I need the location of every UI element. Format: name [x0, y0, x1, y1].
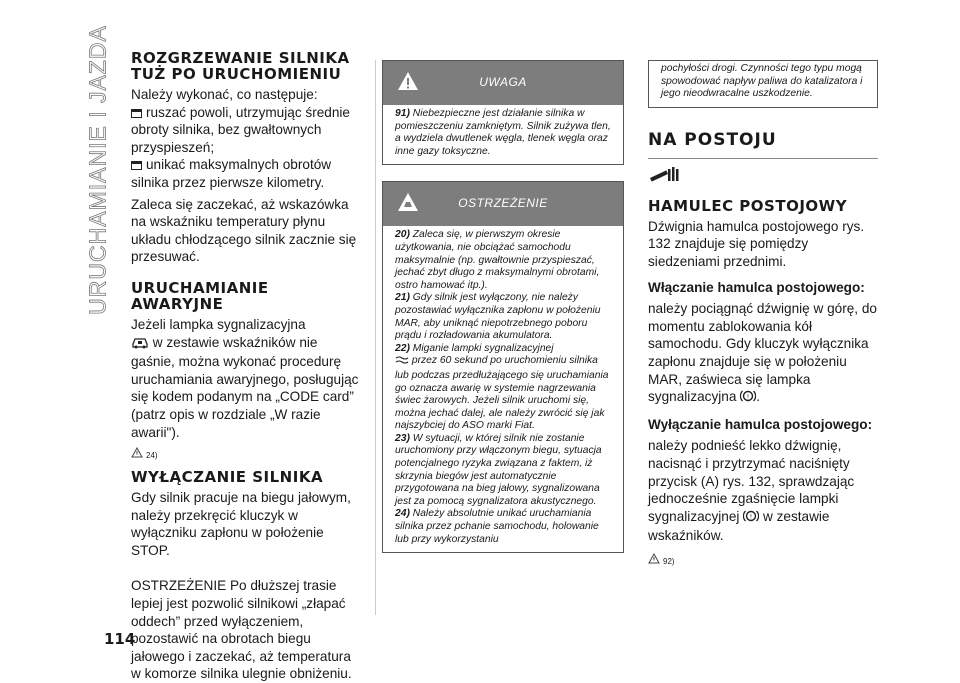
ostrzezenie-body: 20) Zaleca się, w pierwszym okresie użytkowania, nie obciążać samochodu maksymalnie (np. gwałtownie przyspieszać, jechać zbyt długo z maksymalnymi obrotami, ostro hamować itp.). 21) Gdy silnik jest wyłączony, nie należy pozostawiać wyłącznika zapłonu w położeniu MAR, aby uniknąć niepotrzebnego poboru prądu i rozładowania akumulatora. 22) Miganie lampki sygnalizacyjnej przez 60 sekund po uruchomieniu silnika lub podczas przedłużającego się uruchamiania go oznacza awarię w systemie nagrzewania świec żarowych. Jeżeli silnik uruchomi się, można jechać dalej, ale należy zwrócić się jak najszybciej do ASO marki Fiat. 23) W sytuacji, w której silnik nie zostanie uruchomiony przy włączonym biegu, sytuacja potencjalnego ryzyka związana z faktem, iż skrzynia biegów jest automatycznie przygotowana na bieg jałowy, sygnalizowana jest za pomocą sygnalizatora akustycznego. 24) Należy absolutnie unikać uruchamiania silnika przez pchanie samochodu, holowanie lub przy wykorzystaniu [395, 229, 609, 545]
ostrzezenie-header: OSTRZEŻENIE [383, 182, 623, 226]
wylaczanie-paragraph: Gdy silnik pracuje na biegu jałowym, należy przekręcić kluczyk w wyłączniku zapłonu w położenie STOP. [131, 490, 351, 558]
uwaga-box [382, 60, 624, 165]
continued-body: pochyłości drogi. Czynności tego typu mogą spowodować napływ paliwa do katalizatora i jego nieodwracalne uszkodzenie. [661, 63, 863, 100]
section-divider [648, 158, 878, 159]
hamulec-intro: Dźwignia hamulca postojowego rys. 132 znajduje się pomiędzy siedzeniami przednimi. [648, 218, 865, 269]
warning-triangle-icon [648, 551, 660, 568]
column-left [131, 50, 363, 683]
bullet-icon [131, 109, 142, 118]
brake-warning-icon [743, 509, 759, 528]
bullet-item: unikać maksymalnych obrotów silnika przez pierwsze kilometry. [131, 157, 332, 190]
subheading-wlaczanie: Włączanie hamulca postojowego: [648, 279, 865, 295]
heading-wylaczanie: WYŁĄCZANIE SILNIKA [131, 468, 324, 487]
bullet-item: ruszać powoli, utrzymując średnie obroty silnika, bez gwałtownych przyspieszeń; [131, 104, 350, 155]
hand-brake-icon [648, 165, 878, 190]
page-number: 114 [104, 630, 136, 648]
intro-text: Należy wykonać, co następuje: [131, 87, 318, 102]
column-middle [382, 60, 624, 553]
heading-awaryjne: URUCHAMIANIE AWARYJNE [131, 278, 269, 313]
ostrzezenie-box [382, 181, 624, 553]
column-right [648, 60, 878, 567]
wlaczanie-paragraph: należy pociągnąć dźwignię w górę, do momentu zablokowania kół samochodu. Gdy kluczyk wyłącznika zapłonu znajduje się w położeniu MAR, zaświeca się lampka sygnalizacyjna ! . [648, 300, 878, 408]
section-title-na-postoju: NA POSTOJU [648, 129, 777, 150]
wylaczanie-hamulca-paragraph: należy podnieść lekko dźwignię, nacisnąć i przytrzymać naciśnięty przycisk (A) rys. 132, sprawdzając jednocześnie zgaśnięcie lampki sygnalizacyjnej ! w zestawie wskaźników. [648, 438, 855, 544]
ostrzezenie-paragraph: OSTRZEŻENIE Po dłuższej trasie lepiej jest pozwolić silnikowi „złapać oddech” przed wyłączeniem, pozostawić na obrotach biegu jałowego i zaczekać, aż temperatura w komorze silnika ulegnie obniżeniu. [131, 578, 352, 682]
bullet-icon [131, 161, 142, 170]
column-divider [375, 60, 376, 615]
continued-box [648, 60, 878, 108]
chapter-side-tab: URUCHAMIANIE I JAZDA [84, 25, 111, 315]
brake-warning-icon [740, 389, 756, 408]
warning-reference: 92) [648, 551, 878, 567]
svg-text:!: ! [750, 513, 753, 521]
uwaga-header: UWAGA [383, 61, 623, 105]
subheading-wylaczanie: Wyłączanie hamulca postojowego: [648, 416, 873, 432]
wait-paragraph: Zaleca się zaczekać, aż wskazówka na wskaźniku temperatury płynu układu chłodzącego silnik zacznie się przesuwać. [131, 196, 357, 265]
uwaga-body: 91) Niebezpieczne jest działanie silnika w pomieszczeniu zamkniętym. Silnik zużywa tlen, a wydziela dwutlenek węgla, tlenek węgla oraz inne gazy toksyczne. [395, 108, 611, 157]
heading-hamulec: HAMULEC POSTOJOWY [648, 196, 848, 215]
glow-plug-icon [395, 356, 409, 370]
svg-text:!: ! [746, 393, 750, 401]
heading-rozgrzewanie: ROZGRZEWANIE SILNIKA TUŻ PO URUCHOMIENIU [131, 49, 350, 83]
awaryjne-paragraph: Jeżeli lampka sygnalizacyjna w zestawie wskaźników nie gaśnie, można wykonać procedurę uruchamiania awaryjnego, posługując się kodem podanym na „CODE card” (patrz opis w rozdziale „W razie awarii"). [131, 316, 359, 440]
warning-reference: 24) [131, 445, 363, 461]
warning-triangle-icon [131, 445, 143, 462]
immobilizer-car-icon [131, 336, 149, 354]
